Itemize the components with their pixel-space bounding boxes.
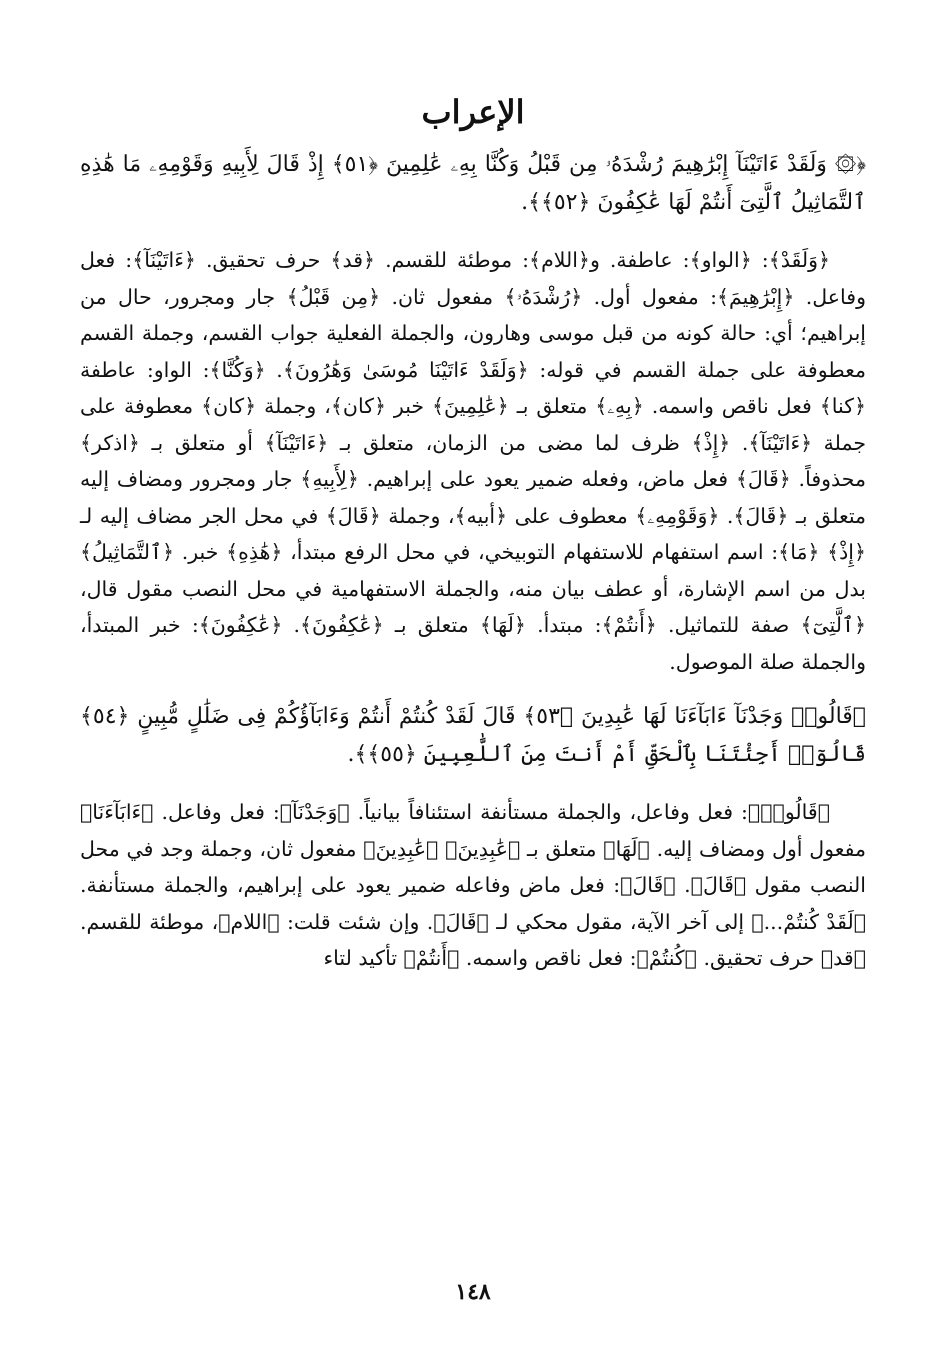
quran-verse-block: ﴿۞ وَلَقَدْ ءَاتَيْنَآ إِبْرَٰهِيمَ رُشْدَهُۥ مِن قَبْلُ وَكُنَّا بِهِۦ عَٰلِمِينَ ﴿٥١﴾ إِذْ قَالَ لِأَبِيهِ وَقَوْمِهِۦ مَا هَٰذِهِ ٱلتَّمَاثِيلُ ٱلَّتِىٓ أَنتُمْ لَهَا عَٰكِفُونَ ﴿٥٢﴾﴾. bbox=[80, 152, 866, 215]
grammar-analysis-paragraph: ﴿قَالُوا۟﴾: فعل وفاعل، والجملة مستأنفة استئنافاً بيانياً. ﴿وَجَدْنَآ﴾: فعل وفاعل. ﴿ءَابَآءَنَا﴾ مفعول أول ومضاف إليه. ﴿لَهَا﴾ متعلق بـ ﴿عَٰبِدِينَ﴾ ﴿عَٰبِدِينَ﴾ مفعول ثان، وجملة وجد في محل النصب مقول ﴿قَالَ﴾. ﴿قَالَ﴾: فعل ماض وفاعله ضمير يعود على إبراهيم، والجملة مستأنفة. ﴿لَقَدْ كُنتُمْ...﴾ إلى آخر الآية، مقول محكي لـ ﴿قَالَ﴾. وإن شئت قلت: ﴿اللام﴾، موطئة للقسم. ﴿قد﴾ حرف تحقيق. ﴿كُنتُمْ﴾: فعل ناقص واسمه. ﴿أَنتُمْ﴾ تأكيد لتاء bbox=[80, 800, 866, 970]
grammar-analysis-paragraph: ﴿وَلَقَدْ﴾: ﴿الواو﴾: عاطفة. و﴿اللام﴾: موطئة للقسم. ﴿قد﴾ حرف تحقيق. ﴿ءَاتَيْنَآ﴾: فعل وفاعل. ﴿إِبْرَٰهِيمَ﴾: مفعول أول. ﴿رُشْدَهُۥ﴾ مفعول ثان. ﴿مِن قَبْلُ﴾ جار ومجرور، حال من إبراهيم؛ أي: حالة كونه من قبل موسى وهارون، والجملة الفعلية جواب القسم، وجملة القسم معطوفة على جملة القسم في قوله: ﴿وَلَقَدْ ءَاتَيْنَا مُوسَىٰ وَهَٰرُونَ﴾. ﴿وَكُنَّا﴾: الواو: عاطفة ﴿كنا﴾ فعل ناقص واسمه. ﴿بِهِۦ﴾ متعلق بـ ﴿عَٰلِمِينَ﴾ خبر ﴿كان﴾، وجملة ﴿كان﴾ معطوفة على جملة ﴿ءَاتَيْنَآ﴾. ﴿إِذْ﴾ ظرف لما مضى من الزمان، متعلق بـ ﴿ءَاتَيْنَآ﴾ أو متعلق بـ ﴿اذكر﴾ محذوفاً. ﴿قَالَ﴾ فعل ماض، وفعله ضمير يعود على إبراهيم. ﴿لِأَبِيهِ﴾ جار ومجرور ومضاف إليه متعلق بـ ﴿قَالَ﴾. ﴿وَقَوْمِهِۦ﴾ معطوف على ﴿أبيه﴾، وجملة ﴿قَالَ﴾ في محل الجر مضاف إليه لـ ﴿إِذْ﴾ ﴿مَا﴾: اسم استفهام للاستفهام التوبيخي، في محل الرفع مبتدأ، ﴿هَٰذِهِ﴾ خبر. ﴿ٱلتَّمَاثِيلُ﴾ بدل من اسم الإشارة، أو عطف بيان منه، والجملة الاستفهامية في محل النصب مقول قال، ﴿ٱلَّتِىٓ﴾ صفة للتماثيل. ﴿أَنتُمْ﴾: مبتدأ. ﴿لَهَا﴾ متعلق بـ ﴿عَٰكِفُونَ﴾. ﴿عَٰكِفُونَ﴾: خبر المبتدأ، والجملة صلة الموصول. bbox=[80, 248, 866, 674]
quran-verse-block: ﴿قَالُوا۟ وَجَدْنَآ ءَابَآءَنَا لَهَا عَٰبِدِينَ ﴿٥٣﴾ قَالَ لَقَدْ كُنتُمْ أَنتُمْ وَءَابَآؤُكُمْ فِى ضَلَٰلٍ مُّبِينٍ ﴿٥٤﴾ قَالُوٓا۟ أَجِئْتَنَا بِٱلْحَقِّ أَمْ أَنتَ مِنَ ٱللَّٰعِبِينَ ﴿٥٥﴾﴾. bbox=[80, 704, 866, 767]
page-number: ١٤٨ bbox=[455, 1279, 491, 1305]
page-title: الإعراب bbox=[421, 93, 525, 131]
page-content bbox=[80, 92, 866, 1303]
